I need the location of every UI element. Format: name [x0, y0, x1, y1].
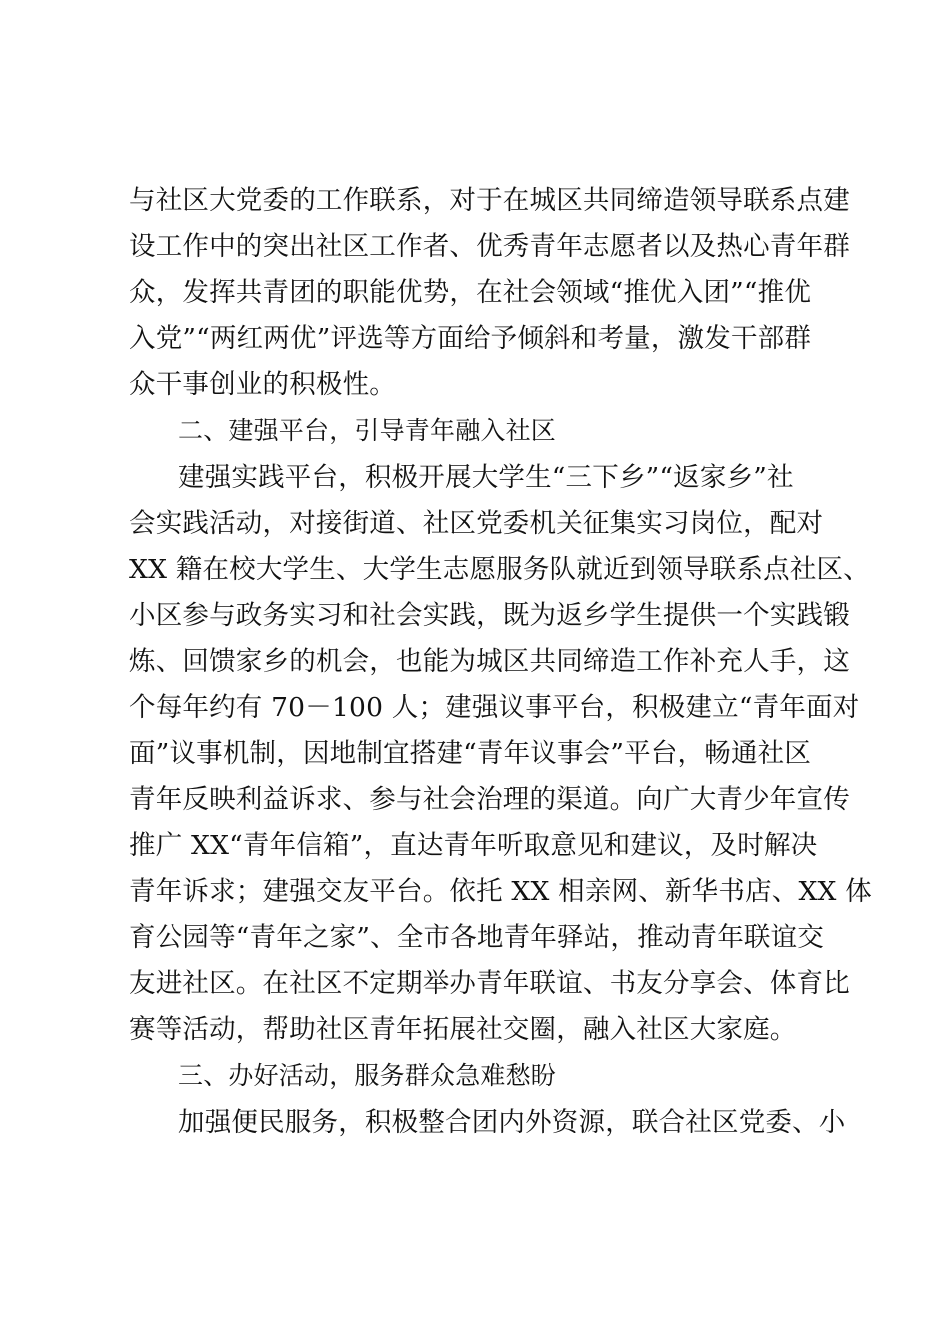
paragraph-line: 建强实践平台，积极开展大学生“三下乡”“返家乡”社	[178, 462, 794, 493]
paragraph-line: 众，发挥共青团的职能优势，在社会领域“推优入团”“推优	[129, 277, 812, 308]
paragraph-line: 小区参与政务实习和社会实践，既为返乡学生提供一个实践锻	[129, 600, 850, 631]
paragraph-line: 与社区大党委的工作联系，对于在城区共同缔造领导联系点建	[129, 185, 850, 216]
paragraph-line: 推广 XX“青年信箱”，直达青年听取意见和建议，及时解决	[129, 830, 818, 861]
paragraph-line: 青年诉求；建强交友平台。依托 XX 相亲网、新华书店、XX 体	[129, 876, 872, 907]
paragraph-line: 设工作中的突出社区工作者、优秀青年志愿者以及热心青年群	[129, 231, 850, 262]
paragraph-line: 众干事创业的积极性。	[129, 369, 396, 400]
paragraph-line: 入党”“两红两优”评选等方面给予倾斜和考量，激发干部群	[129, 323, 812, 354]
paragraph-line: 面”议事机制，因地制宜搭建“青年议事会”平台，畅通社区	[129, 738, 812, 769]
section-heading-3: 三、办好活动，服务群众急难愁盼	[178, 1061, 557, 1090]
paragraph-line: 会实践活动，对接街道、社区党委机关征集实习岗位，配对	[129, 508, 824, 539]
section-heading-2: 二、建强平台，引导青年融入社区	[178, 416, 557, 445]
paragraph-line: 赛等活动，帮助社区青年拓展社交圈，融入社区大家庭。	[129, 1014, 797, 1045]
paragraph-line: 育公园等“青年之家”、全市各地青年驿站，推动青年联谊交	[129, 922, 824, 953]
paragraph-line: 友进社区。在社区不定期举办青年联谊、书友分享会、体育比	[129, 968, 850, 999]
paragraph-line: XX 籍在校大学生、大学生志愿服务队就近到领导联系点社区、	[129, 554, 870, 585]
paragraph-line: 加强便民服务，积极整合团内外资源，联合社区党委、小	[178, 1107, 846, 1138]
paragraph-line: 青年反映利益诉求、参与社会治理的渠道。向广大青少年宣传	[129, 784, 850, 815]
paragraph-line: 炼、回馈家乡的机会，也能为城区共同缔造工作补充人手，这	[129, 646, 850, 677]
paragraph-line: 个每年约有 70－100 人；建强议事平台，积极建立“青年面对	[129, 692, 860, 723]
